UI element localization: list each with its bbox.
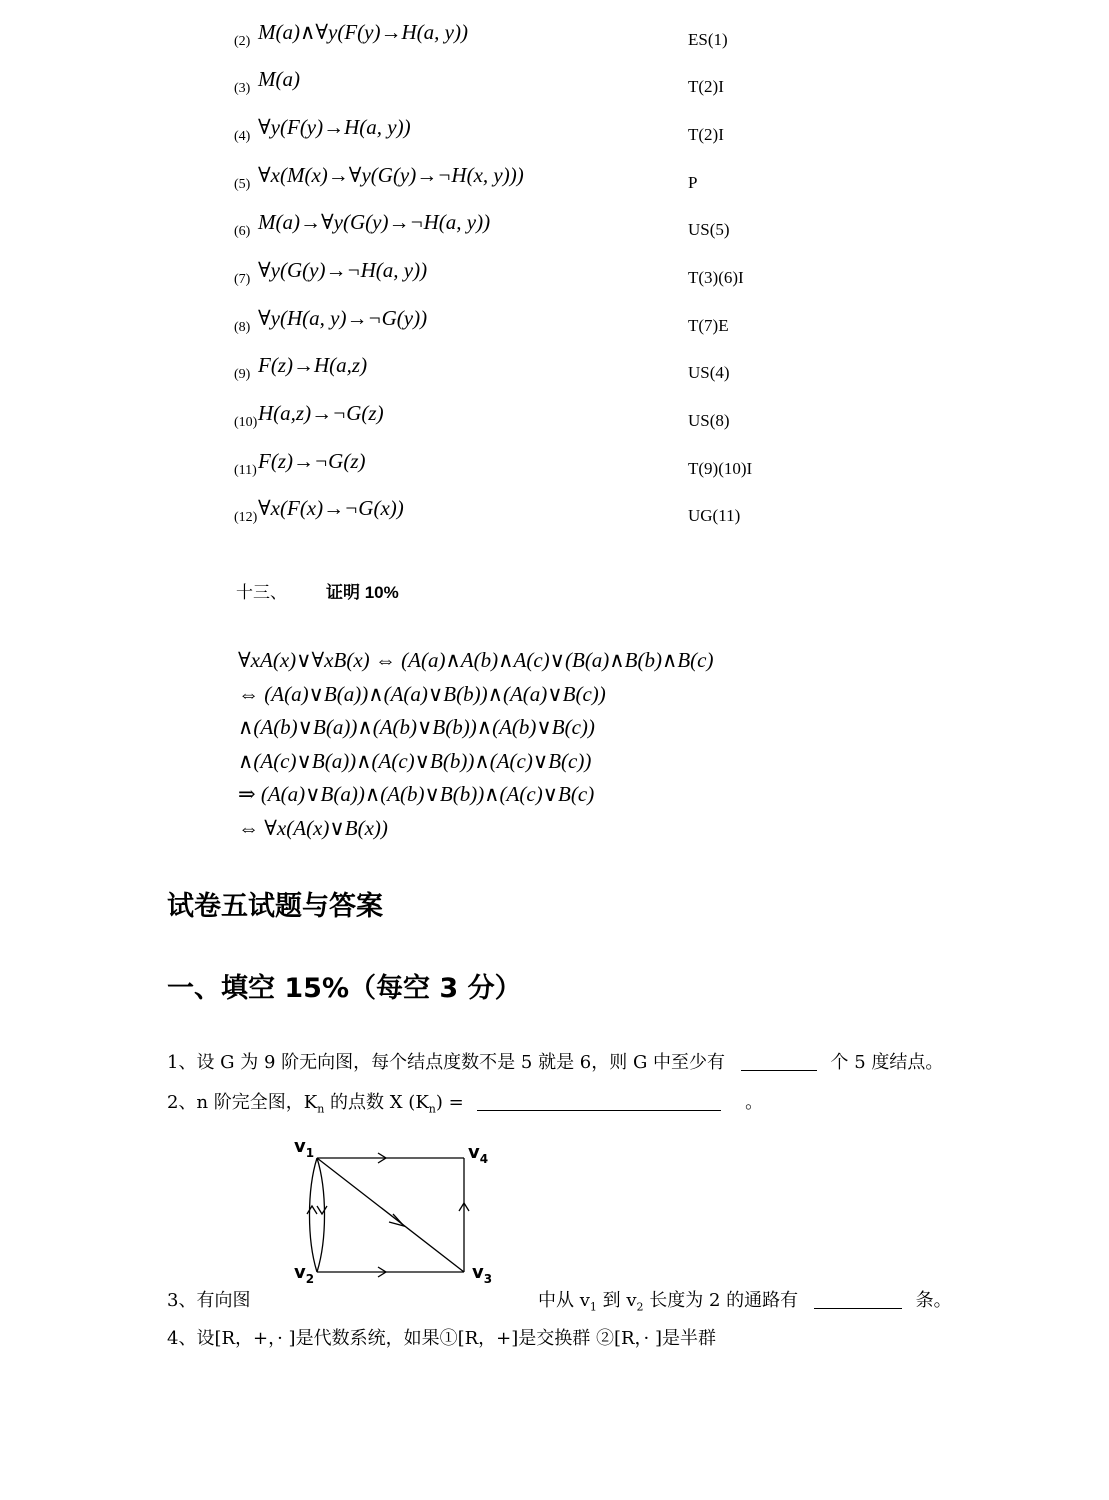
part1-heading: 一、填空 15%（每空 3 分） [167,973,522,1004]
q1-answer-blank[interactable] [741,1052,817,1071]
proof-line: ⇔ ∀x(A(x)∨B(x)) [238,816,388,840]
proof-line: ∀xA(x)∨∀xB(x) ⇔ (A(a)∧A(b)∧A(c)∨(B(a)∧B(b)∧B(c) [238,648,714,672]
directed-graph-figure [290,1130,510,1295]
question-2 [167,1088,763,1116]
section-13-heading [236,578,399,603]
step-reason: ES(1) [688,30,728,49]
question-4 [167,1324,716,1350]
q2-answer-blank[interactable] [477,1092,721,1111]
q1-after: 个 5 度结点。 [830,1052,944,1073]
step-formula: ∀y(G(y)→¬H(a, y)) [258,258,428,282]
step-number: (8) [234,320,251,335]
q3-end: 条。 [915,1290,952,1311]
edge-v2-v1 [310,1158,318,1272]
step-reason: T(2)I [688,77,724,96]
vertex-label-v4: $v_4$ [468,1142,489,1166]
question-3-continued [538,1286,952,1314]
step-number: (12) [234,510,258,525]
step-reason: US(5) [688,220,730,239]
q3-prefix: 3、有向图 [167,1290,251,1311]
vertex-label-v3: $v_3$ [472,1262,493,1286]
step-reason: US(8) [688,411,730,430]
q3-mid2: 到 v [596,1290,637,1311]
step-reason: US(4) [688,363,730,382]
step-formula: ∀y(H(a, y)→¬G(y)) [258,306,428,330]
question-3 [167,1286,250,1312]
arrow-v2-v1 [307,1206,317,1214]
proof-line: ⇔ (A(a)∨B(a))∧(A(a)∨B(b))∧(A(a)∨B(c)) [238,682,606,706]
step-reason: T(2)I [688,125,724,144]
step-formula: F(z)→¬G(z) [258,449,366,473]
question-1 [167,1048,943,1074]
proof-line: ∧(A(c)∨B(a))∧(A(c)∨B(b))∧(A(c)∨B(c)) [238,749,592,773]
q2-sub: n [317,1102,325,1116]
step-reason: T(7)E [688,316,729,335]
step-number: (3) [234,81,251,96]
section-label: 十三、 [236,583,287,602]
q2-middle: 的点数 X (K [324,1092,429,1113]
proof-line: ⇒ (A(a)∨B(a))∧(A(b)∨B(b))∧(A(c)∨B(c) [238,782,595,806]
vertex-label-v1: $v_1$ [294,1136,315,1160]
step-reason: UG(11) [688,506,741,525]
step-number: (6) [234,224,251,239]
step-reason: T(9)(10)I [688,459,753,478]
q4-text: 4、设[R，+，· ]是代数系统，如果①[R，+]是交换群 ②[R，· ]是半群 [167,1328,717,1349]
step-number: (11) [234,463,257,478]
step-formula: M(a) [258,67,300,91]
q1-text: 1、设 G 为 9 阶无向图，每个结点度数不是 5 就是 6，则 G 中至少有 [167,1052,726,1073]
q3-answer-blank[interactable] [814,1290,902,1309]
vertex-label-v2: $v_2$ [294,1262,315,1286]
q3-middle: 中从 v [538,1290,590,1311]
exam-title: 试卷五试题与答案 [167,891,383,922]
step-number: (4) [234,129,251,144]
step-formula: ∀x(F(x)→¬G(x)) [258,496,404,520]
step-formula: ∀x(M(x)→∀y(G(y)→¬H(x, y))) [258,163,524,187]
q3-sub2: 2 [636,1300,644,1314]
edge-v1-v3 [317,1158,464,1272]
q2-end: 。 [745,1092,764,1113]
step-reason: P [688,173,698,192]
proof-line: ∧(A(b)∨B(a))∧(A(b)∨B(b))∧(A(b)∨B(c)) [238,715,595,739]
q2-prefix: 2、n 阶完全图，K [167,1092,318,1113]
step-formula: F(z)→H(a,z) [258,353,368,377]
step-formula: M(a)→∀y(G(y)→¬H(a, y)) [258,210,491,234]
q3-mid3: 长度为 2 的通路有 [643,1290,799,1311]
q3-sub1: 1 [589,1300,597,1314]
section-title: 证明 10% [326,583,399,602]
step-number: (10) [234,415,258,430]
q2-sub2: n [428,1102,436,1116]
step-number: (7) [234,272,251,287]
step-formula: H(a,z)→¬G(z) [258,401,384,425]
step-formula: ∀y(F(y)→H(a, y)) [258,115,411,139]
arrow-v1-v2 [317,1206,327,1214]
q2-suffix: ) = [435,1092,464,1113]
step-reason: T(3)(6)I [688,268,744,287]
step-number: (2) [234,34,251,49]
step-number: (9) [234,367,251,382]
edge-v1-v2 [317,1158,325,1272]
step-number: (5) [234,177,251,192]
step-formula: M(a)∧∀y(F(y)→H(a, y)) [258,20,468,44]
